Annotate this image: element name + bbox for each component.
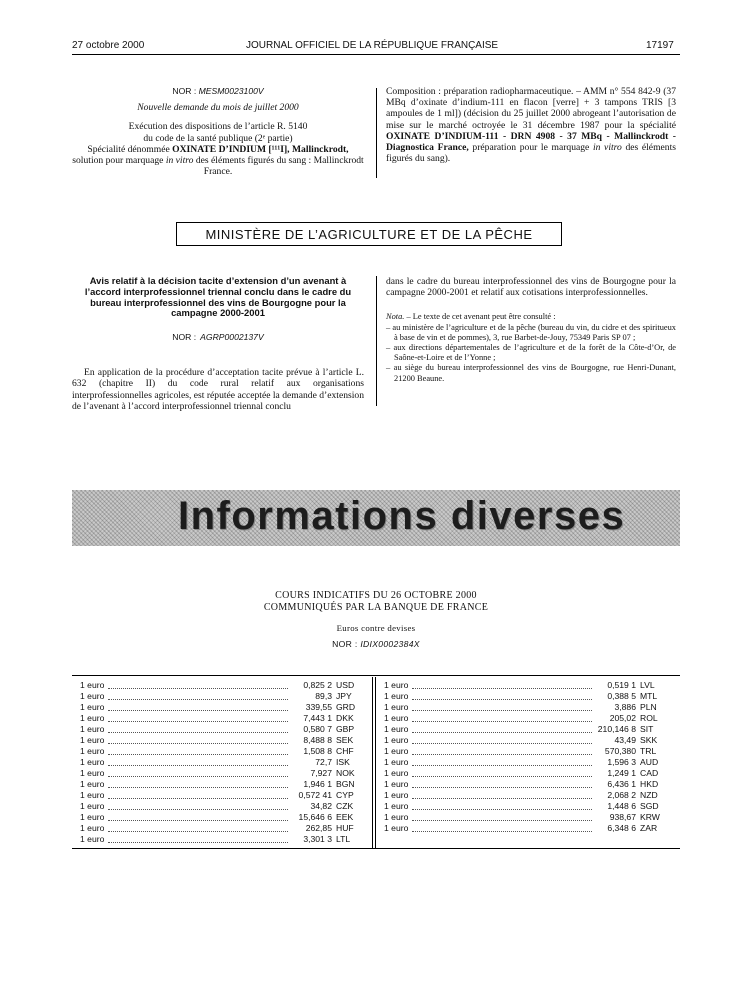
rate-value: 43,49 xyxy=(614,735,636,745)
rate-leader xyxy=(412,823,592,832)
rate-label: 1 euro xyxy=(80,779,105,789)
banner-title: Informations diverses xyxy=(178,494,626,538)
rate-row xyxy=(80,757,362,768)
in-vitro-text: in vitro xyxy=(165,155,194,167)
rate-row xyxy=(80,724,362,735)
table-top-rule xyxy=(72,675,680,676)
rate-label: 1 euro xyxy=(384,801,409,811)
table-divider-1 xyxy=(372,677,373,848)
rate-row xyxy=(80,834,362,845)
rate-leader xyxy=(412,735,592,744)
rate-leader xyxy=(108,823,288,832)
rate-value: 339,55 xyxy=(305,702,332,712)
rate-label: 1 euro xyxy=(384,713,409,723)
currency-code: CYP xyxy=(336,790,354,800)
rate-row xyxy=(80,746,362,757)
rate-label: 1 euro xyxy=(80,834,105,844)
cours-title-1: COURS INDICATIFS DU 26 OCTOBRE 2000 xyxy=(275,590,477,601)
rate-row xyxy=(80,790,362,801)
currency-code: BGN xyxy=(336,779,355,789)
rate-value: 6,436 1 xyxy=(607,779,636,789)
rate-label: 1 euro xyxy=(384,779,409,789)
rate-label: 1 euro xyxy=(80,680,105,690)
rate-label: 1 euro xyxy=(80,823,105,833)
rate-value: 3,886 xyxy=(614,702,636,712)
rate-value: 6,348 6 xyxy=(607,823,636,833)
currency-code: EEK xyxy=(336,812,354,822)
rate-label: 1 euro xyxy=(80,812,105,822)
rate-row xyxy=(80,735,362,746)
rate-label: 1 euro xyxy=(80,768,105,778)
subtitle: Nouvelle demande du mois de juillet 2000 xyxy=(137,102,299,114)
rate-value: 1,448 6 xyxy=(607,801,636,811)
rate-value: 15,646 6 xyxy=(298,812,332,822)
cours-heading xyxy=(72,590,680,651)
currency-code: SGD xyxy=(640,801,659,811)
rate-label: 1 euro xyxy=(384,746,409,756)
rate-label: 1 euro xyxy=(384,724,409,734)
avis-column-divider xyxy=(376,276,377,406)
rate-leader xyxy=(412,790,592,799)
specialite-prefix: Spécialité dénommée xyxy=(87,143,170,155)
rate-label: 1 euro xyxy=(80,746,105,756)
rate-label: 1 euro xyxy=(80,790,105,800)
currency-code: NZD xyxy=(640,790,658,800)
rate-value: 72,7 xyxy=(315,757,332,767)
rate-row xyxy=(80,801,362,812)
rate-value: 0,572 41 xyxy=(298,790,332,800)
currency-code: SIT xyxy=(640,724,654,734)
rate-value: 34,82 xyxy=(310,801,332,811)
rate-label: 1 euro xyxy=(384,757,409,767)
rate-row xyxy=(80,702,362,713)
currency-code: LTL xyxy=(336,834,351,844)
currency-code: SEK xyxy=(336,735,354,745)
currency-code: GBP xyxy=(336,724,355,734)
rate-label: 1 euro xyxy=(80,724,105,734)
composition-in-vitro: in vitro xyxy=(592,142,622,154)
rate-leader xyxy=(108,834,288,843)
currency-code: CHF xyxy=(336,746,354,756)
rate-leader xyxy=(412,757,592,766)
header-date: 27 octobre 2000 xyxy=(72,40,145,51)
rate-leader xyxy=(108,746,288,755)
rate-label: 1 euro xyxy=(80,757,105,767)
rate-value: 0,388 5 xyxy=(607,691,636,701)
rate-row xyxy=(80,691,362,702)
rate-label: 1 euro xyxy=(384,812,409,822)
rate-label: 1 euro xyxy=(80,691,105,701)
rate-leader xyxy=(108,713,288,722)
rate-row xyxy=(80,823,362,834)
specialite-rest-3: Mallinckrodt France. xyxy=(203,155,364,178)
avis-right-column xyxy=(386,276,676,384)
currency-code: HUF xyxy=(336,823,354,833)
rate-row xyxy=(384,691,666,702)
execution-line-1: Exécution des dispositions de l’article R. 5140 xyxy=(128,121,308,133)
nota-item: – au siège du bureau interprofessionnel des vins de Bourgogne, rue Henri-Dunant, 21200 Beaune. xyxy=(386,363,676,383)
rate-leader xyxy=(108,680,288,689)
page-number: 17197 xyxy=(646,40,674,51)
currency-code: DKK xyxy=(336,713,354,723)
rate-value: 1,596 3 xyxy=(607,757,636,767)
composition-text-2: préparation pour le marquage xyxy=(472,142,590,154)
rate-value: 1,249 1 xyxy=(607,768,636,778)
nota-block xyxy=(386,312,676,383)
avis-title: Avis relatif à la décision tacite d’extension d’un avenant à l’accord interprofessionnel triennal conclu dans le cadre du bureau interprofessionnel des vins de Bourgogne pour la campagne 2000-2001 xyxy=(84,275,352,319)
cours-nor-label: NOR : xyxy=(332,639,358,649)
rates-left xyxy=(80,680,362,850)
rate-leader xyxy=(412,691,592,700)
currency-code: ISK xyxy=(336,757,350,767)
rate-leader xyxy=(108,757,288,766)
rate-label: 1 euro xyxy=(384,691,409,701)
rate-label: 1 euro xyxy=(384,735,409,745)
nota-label: Nota. xyxy=(386,312,405,322)
rate-row xyxy=(384,801,666,812)
specialite-line xyxy=(72,144,364,178)
rate-leader xyxy=(108,691,288,700)
rate-row xyxy=(384,680,666,691)
nota-intro: – Le texte de cet avenant peut être consulté : xyxy=(406,312,556,322)
rate-row xyxy=(80,768,362,779)
section-banner xyxy=(72,490,680,546)
cours-nor-code: IDIX0002384X xyxy=(360,639,420,649)
rate-leader xyxy=(412,702,592,711)
avis-nor-code: AGRP0002137V xyxy=(200,332,264,343)
avis-nor-label: NOR : xyxy=(172,332,197,343)
rate-value: 89,3 xyxy=(315,691,332,701)
currency-code: CAD xyxy=(640,768,659,778)
rate-leader xyxy=(412,746,592,755)
currency-code: CZK xyxy=(336,801,354,811)
specialite-rest-2: des éléments figurés du sang : xyxy=(195,155,312,167)
rate-leader xyxy=(108,724,288,733)
rate-row xyxy=(384,812,666,823)
ministry-heading: MINISTÈRE DE L’AGRICULTURE ET DE LA PÊCHE xyxy=(176,222,562,246)
specialite-rest-1: solution pour marquage xyxy=(72,155,164,167)
currency-code: SKK xyxy=(640,735,658,745)
rate-row xyxy=(384,768,666,779)
cours-title-2: COMMUNIQUÉS PAR LA BANQUE DE FRANCE xyxy=(263,602,489,613)
top-right-column xyxy=(386,86,676,164)
currency-code: PLN xyxy=(640,702,657,712)
currency-code: ROL xyxy=(640,713,658,723)
rate-value: 8,488 8 xyxy=(303,735,332,745)
avis-left-column xyxy=(72,276,364,412)
rate-row xyxy=(384,746,666,757)
rate-value: 938,67 xyxy=(609,812,636,822)
currency-code: USD xyxy=(336,680,355,690)
rate-leader xyxy=(108,735,288,744)
rate-value: 7,927 xyxy=(310,768,332,778)
rate-value: 262,85 xyxy=(305,823,332,833)
rate-row xyxy=(384,823,666,834)
rate-value: 205,02 xyxy=(609,713,636,723)
currency-code: MTL xyxy=(640,691,658,701)
currency-code: AUD xyxy=(640,757,659,767)
rate-value: 210,146 8 xyxy=(597,724,636,734)
rate-leader xyxy=(108,768,288,777)
rate-leader xyxy=(108,702,288,711)
rate-label: 1 euro xyxy=(384,702,409,712)
rate-leader xyxy=(108,801,288,810)
rate-row xyxy=(80,812,362,823)
rate-value: 0,580 7 xyxy=(303,724,332,734)
nota-item: – aux directions départementales de l’agriculture et de la forêt de la Côte-d’Or, de Saône-et-Loire et de l’Yonne ; xyxy=(386,343,676,363)
rate-leader xyxy=(412,812,592,821)
journal-title: JOURNAL OFFICIEL DE LA RÉPUBLIQUE FRANÇAISE xyxy=(246,40,499,51)
rate-row xyxy=(80,680,362,691)
composition-bold: OXINATE D’INDIUM-111 - DRN 4908 - 37 MBq - Mallinckrodt - Diagnostica France, xyxy=(386,130,676,154)
rates-right xyxy=(384,680,666,850)
column-divider xyxy=(376,88,377,178)
rate-leader xyxy=(108,790,288,799)
rate-leader xyxy=(108,812,288,821)
rate-label: 1 euro xyxy=(80,735,105,745)
currency-code: HKD xyxy=(640,779,659,789)
top-left-column xyxy=(72,86,364,177)
currency-code: KRW xyxy=(640,812,660,822)
rate-leader xyxy=(108,779,288,788)
rate-value: 7,443 1 xyxy=(303,713,332,723)
rate-value: 0,519 1 xyxy=(607,680,636,690)
rate-value: 1,508 8 xyxy=(303,746,332,756)
currency-code: GRD xyxy=(336,702,356,712)
rate-value: 2,068 2 xyxy=(607,790,636,800)
rate-leader xyxy=(412,724,592,733)
rate-label: 1 euro xyxy=(80,713,105,723)
nota-item: – au ministère de l’agriculture et de la pêche (bureau du vin, du cidre et des spiritueux à base de vin et de pommes), 3, rue Barbet-de-Jouy, 75349 Paris SP 07 ; xyxy=(386,322,676,342)
rate-value: 1,946 1 xyxy=(303,779,332,789)
currency-code: LVL xyxy=(640,680,655,690)
rate-row xyxy=(384,735,666,746)
rate-row xyxy=(80,779,362,790)
composition-text-3: des éléments figurés du sang). xyxy=(386,142,676,165)
specialite-name: OXINATE D’INDIUM [¹¹¹I], Mallinckrodt, xyxy=(172,143,349,155)
currency-code: NOK xyxy=(336,768,355,778)
currency-code: JPY xyxy=(336,691,352,701)
currency-code: TRL xyxy=(640,746,657,756)
currency-code: ZAR xyxy=(640,823,658,833)
header-rule xyxy=(72,54,680,55)
rate-row xyxy=(80,713,362,724)
rate-leader xyxy=(412,713,592,722)
rate-value: 0,825 2 xyxy=(303,680,332,690)
rate-leader xyxy=(412,768,592,777)
nor-label: NOR : xyxy=(172,86,197,96)
nor-code: MESM0023100V xyxy=(198,86,264,96)
rate-leader xyxy=(412,801,592,810)
composition-text: Composition : préparation radiopharmaceutique. – AMM n° 554 842-9 (37 MBq d’oxinate d’indium-111 en flacon [verre] + 3 tampons TRIS [3 ampoules de 1 ml]) (décision du 25 juillet 2000 abrogeant l’autorisation de mise sur le marché octroyée le 31 décembre 1987 pour la spécialité xyxy=(386,86,676,131)
cours-subtitle: Euros contre devises xyxy=(336,623,416,633)
rate-label: 1 euro xyxy=(384,680,409,690)
table-divider-2 xyxy=(375,677,376,848)
rate-row xyxy=(384,713,666,724)
avis-body: En application de la procédure d’acceptation tacite prévue à l’article L. 632 (chapitre II) du code rural relatif aux organisations interprofessionnelles agricoles, est réputée acceptée la demande d’extension de l’avenant à l’accord interprofessionnel triennal conclu xyxy=(72,367,364,412)
rate-label: 1 euro xyxy=(384,823,409,833)
rate-label: 1 euro xyxy=(384,790,409,800)
rate-value: 3,301 3 xyxy=(303,834,332,844)
rate-row xyxy=(384,790,666,801)
execution-line-2: du code de la santé publique (2ᵉ partie) xyxy=(143,132,293,144)
rate-row xyxy=(384,757,666,768)
rate-row xyxy=(384,779,666,790)
avis-body-continued: dans le cadre du bureau interprofessionnel des vins de Bourgogne pour la campagne 2000-2001 et relatif aux cotisations interprofessionnelles. xyxy=(386,276,676,299)
rate-leader xyxy=(412,779,592,788)
rate-row xyxy=(384,724,666,735)
rate-label: 1 euro xyxy=(80,801,105,811)
rate-leader xyxy=(412,680,592,689)
rate-label: 1 euro xyxy=(80,702,105,712)
rate-row xyxy=(384,702,666,713)
rate-label: 1 euro xyxy=(384,768,409,778)
rate-value: 570,380 xyxy=(604,746,636,756)
